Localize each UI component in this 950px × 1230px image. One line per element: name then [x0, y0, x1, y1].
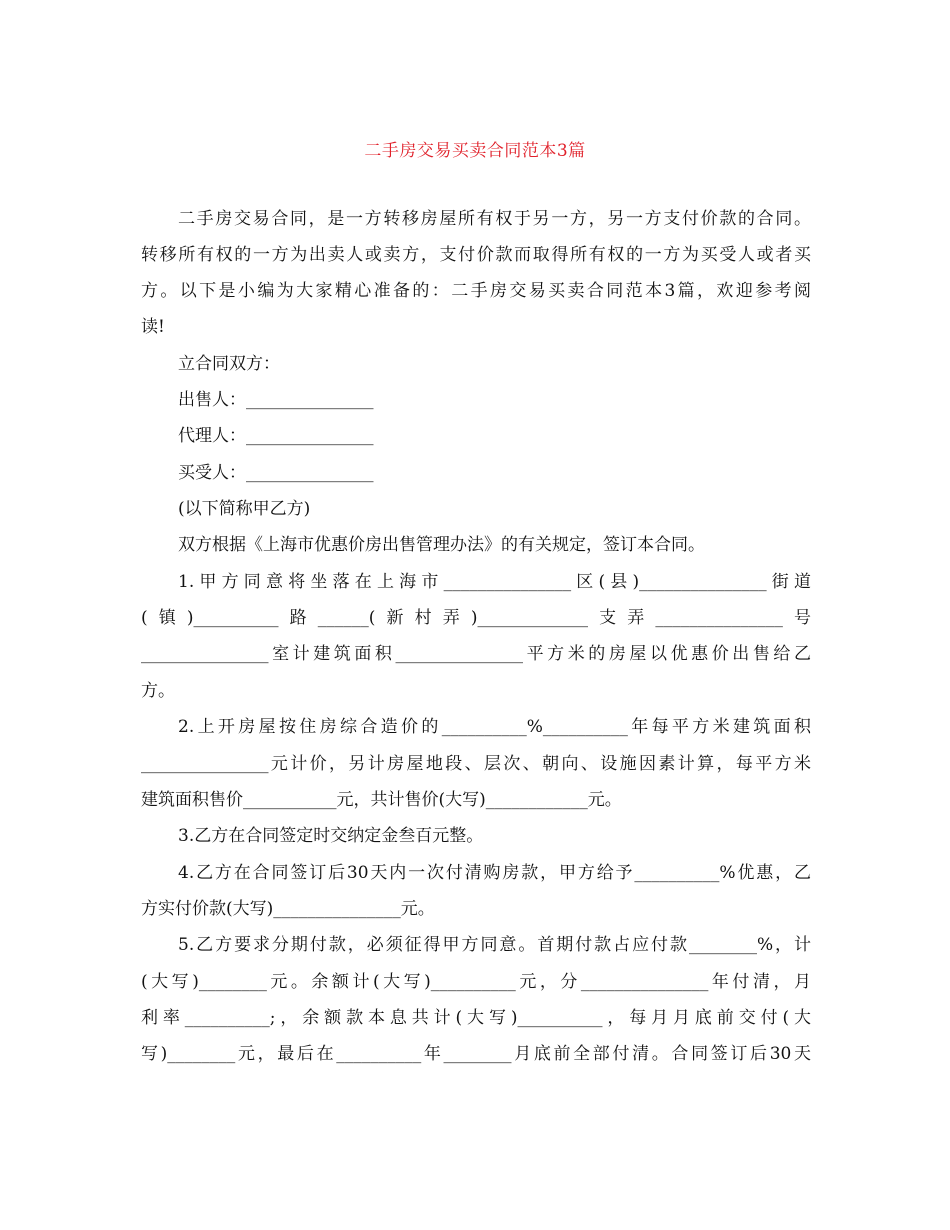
clause-line: 利率__________;，余额款本息共计(大写)__________，每月月底前交付(大: [141, 1008, 811, 1028]
clause-line: (镇)__________路______(新村弄)_____________支弄_______________号: [141, 608, 811, 628]
clause-line: 方。: [141, 681, 175, 701]
clause-line: _______________元计价，另计房屋地段、层次、朝向、设施因素计算，每平方米: [141, 754, 811, 774]
paragraph-line: 二手房交易合同，是一方转移房屋所有权于另一方，另一方支付价款的合同。: [178, 209, 811, 229]
buyer-field: 买受人：_______________: [178, 463, 374, 483]
seller-field: 出售人：_______________: [178, 390, 374, 410]
clause-line: 3.乙方在合同签定时交纳定金叁百元整。: [178, 826, 484, 846]
paragraph-line: 双方根据《上海市优惠价房出售管理办法》的有关规定，签订本合同。: [178, 535, 705, 555]
clause-line: 2.上开房屋按住房综合造价的__________%__________年每平方米建筑面积: [178, 717, 811, 737]
clause-line: 建筑面积售价___________元，共计售价(大写)____________元。: [141, 790, 622, 810]
paragraph-line: (以下简称甲乙方): [178, 499, 311, 519]
paragraph-line: 读!: [141, 317, 165, 337]
clause-line: 写)________元，最后在__________年________月底前全部付清。合同签订后30天: [141, 1044, 811, 1064]
clause-line: 5.乙方要求分期付款，必须征得甲方同意。首期付款占应付款________%，计: [178, 935, 811, 955]
paragraph-line: 转移所有权的一方为出卖人或卖方，支付价款而取得所有权的一方为买受人或者买: [141, 245, 811, 265]
paragraph-line: 立合同双方：: [178, 354, 280, 374]
clause-line: 4.乙方在合同签订后30天内一次付清购房款，甲方给予__________%优惠，乙: [178, 863, 811, 883]
clause-line: (大写)________元。余额计(大写)__________元，分_______________年付清，月: [141, 972, 811, 992]
clause-line: 1.甲方同意将坐落在上海市_______________区(县)_______________街道: [178, 572, 811, 592]
agent-field: 代理人：_______________: [178, 426, 374, 446]
clause-line: _______________室计建筑面积_______________平方米的房屋以优惠价出售给乙: [141, 644, 811, 664]
document-title: 二手房交易买卖合同范本3篇: [364, 141, 586, 161]
paragraph-line: 方。以下是小编为大家精心准备的：二手房交易买卖合同范本3篇，欢迎参考阅: [141, 281, 811, 301]
clause-line: 方实付价款(大写)_______________元。: [141, 899, 435, 919]
